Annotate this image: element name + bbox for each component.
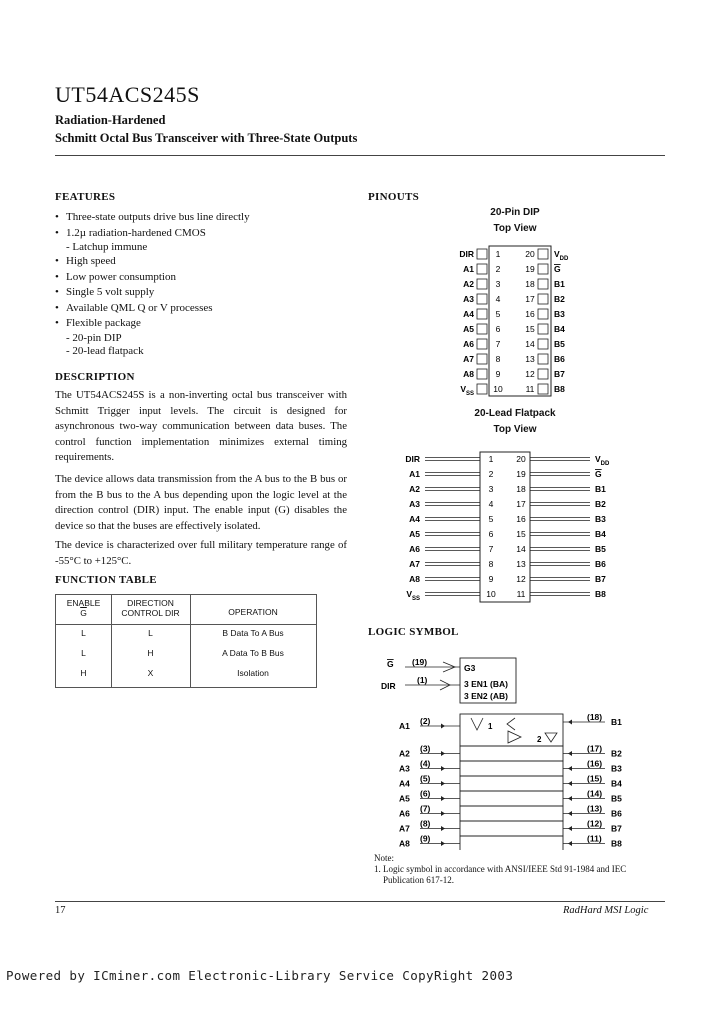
flatpack-pin-number: 9 bbox=[488, 574, 494, 584]
feature-item: • Available QML Q or V processes bbox=[55, 301, 250, 317]
channel-box bbox=[460, 761, 563, 776]
description-para-3: The device is characterized over full military temperature range of -55°C to +125°C. bbox=[55, 539, 347, 567]
flatpack-pin-number: 13 bbox=[516, 559, 526, 569]
dip-pin bbox=[477, 309, 487, 319]
a-pin-arrow bbox=[441, 841, 445, 846]
flatpack-pin-number: 3 bbox=[488, 484, 494, 494]
doc-title: UT54ACS245S bbox=[55, 82, 200, 107]
flatpack-pin-name: A6 bbox=[409, 544, 420, 554]
flatpack-pin-name: B5 bbox=[595, 544, 606, 554]
dip-pin-number: 18 bbox=[525, 279, 535, 289]
flatpack-pin-number: 14 bbox=[516, 544, 526, 554]
feature-subitem: - 20-pin DIP bbox=[66, 331, 122, 344]
dip-pin-name: B4 bbox=[554, 324, 565, 334]
flatpack-pin-name: A7 bbox=[409, 559, 420, 569]
a-pin-name: A5 bbox=[399, 793, 410, 804]
feature-subitem: - 20-lead flatpack bbox=[66, 344, 144, 357]
ft-cell: B Data To A Bus bbox=[222, 628, 284, 638]
dip-pin-number: 11 bbox=[525, 384, 535, 394]
a-pin-name: A3 bbox=[399, 763, 410, 774]
b-pin-number: (14) bbox=[587, 788, 603, 799]
dip-pin-number: 9 bbox=[495, 369, 501, 379]
a-pin-arrow bbox=[441, 751, 445, 756]
channel-box bbox=[460, 806, 563, 821]
dip-pin-name: $V_{SS}$ bbox=[460, 384, 474, 397]
a-pin-arrow bbox=[441, 796, 445, 801]
a-pin-number: (3) bbox=[420, 743, 431, 754]
dip-pin-number: 8 bbox=[495, 354, 501, 364]
description-para-1: The UT54ACS245S is a non-inverting octal bus transceiver with Schmitt Trigger input levels. The circuit is designed for asynchronous two-way communication between data buses. The control function implementation minimizes external timing requirements. bbox=[55, 389, 347, 463]
dip-title: 20-Pin DIP bbox=[490, 207, 540, 218]
dip-pin-number: 10 bbox=[493, 384, 503, 394]
dip-pin-name: A8 bbox=[463, 369, 474, 379]
flatpack-pin-number: 10 bbox=[486, 589, 496, 599]
ft-cell: H bbox=[147, 648, 154, 658]
a-pin-arrow bbox=[441, 781, 445, 786]
flatpack-pin-name: A3 bbox=[409, 499, 420, 509]
b-pin-number: (17) bbox=[587, 743, 603, 754]
function-table bbox=[55, 594, 317, 688]
b-pin-arrow bbox=[568, 720, 572, 725]
b-pin-arrow bbox=[568, 796, 572, 801]
feature-item: • Flexible package bbox=[55, 316, 250, 332]
en2-label: 3 EN2 (AB) bbox=[464, 691, 508, 701]
a-pin-number: (9) bbox=[420, 833, 431, 844]
logic-symbol-heading: LOGIC SYMBOL bbox=[368, 626, 459, 638]
flatpack-pin-number: 18 bbox=[516, 484, 526, 494]
dip-pin bbox=[477, 264, 487, 274]
logic-note-heading: Note: bbox=[374, 853, 394, 863]
g-input-label: G bbox=[387, 659, 394, 669]
dip-pin-name: B2 bbox=[554, 294, 565, 304]
a-pin-name: A6 bbox=[399, 808, 410, 819]
flatpack-diagram bbox=[395, 446, 620, 606]
dip-pin-name: B6 bbox=[554, 354, 565, 364]
b-pin-arrow bbox=[568, 781, 572, 786]
b-pin-name: B5 bbox=[611, 793, 622, 804]
ft-col-control-dir: CONTROL DIR bbox=[121, 608, 180, 618]
b-pin-name: B2 bbox=[611, 748, 622, 759]
dip-pin bbox=[477, 339, 487, 349]
dip-pin-number: 3 bbox=[495, 279, 501, 289]
flatpack-pin-name: B4 bbox=[595, 529, 606, 539]
flatpack-pin-name: A5 bbox=[409, 529, 420, 539]
dip-pin-number: 4 bbox=[495, 294, 501, 304]
b-pin-arrow bbox=[568, 751, 572, 756]
dip-pin-number: 14 bbox=[525, 339, 535, 349]
ft-cell: A Data To B Bus bbox=[222, 648, 284, 658]
dip-pin-name: A4 bbox=[463, 309, 474, 319]
flatpack-pin-name: B8 bbox=[595, 589, 606, 599]
flatpack-pin-name: A4 bbox=[409, 514, 420, 524]
b-pin-name: B4 bbox=[611, 778, 622, 789]
b-pin-number: (16) bbox=[587, 758, 603, 769]
flatpack-pin-number: 8 bbox=[488, 559, 494, 569]
flatpack-pin-number: 6 bbox=[488, 529, 494, 539]
dip-pin bbox=[477, 369, 487, 379]
dip-pin bbox=[538, 309, 548, 319]
dip-pin-number: 17 bbox=[525, 294, 535, 304]
a-pin-arrow bbox=[441, 811, 445, 816]
dip-pin-number: 7 bbox=[495, 339, 501, 349]
buffer-symbol-2 bbox=[508, 731, 521, 743]
flatpack-pin-number: 19 bbox=[516, 469, 526, 479]
ft-cell: Isolation bbox=[237, 668, 269, 678]
dip-pin-number: 6 bbox=[495, 324, 501, 334]
channel-box bbox=[460, 746, 563, 761]
dip-pin-name: A5 bbox=[463, 324, 474, 334]
feature-item: • 1.2µ radiation-hardened CMOS bbox=[55, 226, 250, 242]
g-pin-number: (19) bbox=[412, 657, 428, 667]
dip-pin-name: B7 bbox=[554, 369, 565, 379]
dip-pin bbox=[538, 324, 548, 334]
dip-pin-number: 15 bbox=[525, 324, 535, 334]
dip-pin-number: 2 bbox=[495, 264, 501, 274]
dip-pin bbox=[477, 279, 487, 289]
flatpack-pin-number: 5 bbox=[488, 514, 494, 524]
pinouts-heading: PINOUTS bbox=[368, 191, 419, 203]
a-pin-number: (8) bbox=[420, 818, 431, 829]
a-pin-number: (2) bbox=[420, 716, 431, 726]
flatpack-pin-number: 4 bbox=[488, 499, 494, 509]
dip-pin-name: B1 bbox=[554, 279, 565, 289]
schmitt-symbol bbox=[507, 718, 515, 730]
a-pin-number: (4) bbox=[420, 758, 431, 769]
flatpack-pin-name: A8 bbox=[409, 574, 420, 584]
dir-pin-number: (1) bbox=[417, 675, 428, 685]
flatpack-pin-name: B2 bbox=[595, 499, 606, 509]
ft-cell: L bbox=[148, 628, 153, 638]
features-heading: FEATURES bbox=[55, 191, 116, 203]
logic-note-line-2: Publication 617-12. bbox=[383, 875, 454, 885]
dip-pin-name: A3 bbox=[463, 294, 474, 304]
dip-pin-name: B8 bbox=[554, 384, 565, 394]
flatpack-title: 20-Lead Flatpack bbox=[474, 408, 556, 419]
dip-pin bbox=[538, 339, 548, 349]
buffer-symbol-1 bbox=[471, 718, 483, 730]
flatpack-pin-name: G bbox=[595, 469, 602, 479]
flatpack-pin-number: 2 bbox=[488, 469, 494, 479]
channel-box bbox=[460, 836, 563, 850]
dip-pin bbox=[538, 294, 548, 304]
dip-pin bbox=[477, 384, 487, 394]
dip-pin bbox=[538, 369, 548, 379]
ft-col-operation: OPERATION bbox=[228, 607, 278, 617]
feature-item: • Single 5 volt supply bbox=[55, 285, 250, 301]
flatpack-pin-name: $V_{SS}$ bbox=[406, 589, 420, 602]
dip-pin bbox=[477, 249, 487, 259]
en1-label: 3 EN1 (BA) bbox=[464, 679, 508, 689]
dip-pin-name: B5 bbox=[554, 339, 565, 349]
dip-pin-number: 19 bbox=[525, 264, 535, 274]
function-table-heading: FUNCTION TABLE bbox=[55, 574, 157, 586]
dip-pin-name: A6 bbox=[463, 339, 474, 349]
dip-pin-number: 16 bbox=[525, 309, 535, 319]
powered-by: Powered by ICminer.com Electronic-Library Service CopyRight 2003 bbox=[6, 968, 514, 983]
mark-2: 2 bbox=[537, 735, 542, 744]
b-pin-arrow bbox=[568, 841, 572, 846]
b-pin-name: B7 bbox=[611, 823, 622, 834]
buffer-symbol-3 bbox=[545, 733, 557, 742]
dip-pin bbox=[538, 279, 548, 289]
flatpack-pin-number: 16 bbox=[516, 514, 526, 524]
ft-cell: L bbox=[81, 628, 86, 638]
a-pin-number: (7) bbox=[420, 803, 431, 814]
b-pin-name: B3 bbox=[611, 763, 622, 774]
b-pin-number: (11) bbox=[587, 833, 602, 844]
g3-label: G3 bbox=[464, 663, 476, 673]
b-pin-number: (13) bbox=[587, 803, 603, 814]
flatpack-pin-name: B1 bbox=[595, 484, 606, 494]
description-para-2: The device allows data transmission from the A bus to the B bus or from the B bus to the A bus depending upon the logic level at the direction control (DIR) input. The enable input (G) disables the device so that the buses are effectively isolated. bbox=[55, 473, 347, 532]
top-rule bbox=[55, 155, 665, 156]
a-pin-arrow bbox=[441, 724, 445, 729]
doc-subtitle-1: Radiation-Hardened bbox=[55, 113, 166, 127]
a-pin-arrow bbox=[441, 766, 445, 771]
dip-pin-name: DIR bbox=[459, 249, 474, 259]
logic-symbol-diagram bbox=[365, 650, 635, 850]
b-pin-name: B6 bbox=[611, 808, 622, 819]
dir-input-label: DIR bbox=[381, 681, 396, 691]
dip-pin bbox=[538, 354, 548, 364]
b-pin-number: (15) bbox=[587, 773, 603, 784]
flatpack-pin-name: B6 bbox=[595, 559, 606, 569]
flatpack-pin-name: A2 bbox=[409, 484, 420, 494]
feature-item: • Low power consumption bbox=[55, 270, 250, 286]
feature-item: • Three-state outputs drive bus line directly bbox=[55, 210, 250, 226]
dip-pin bbox=[538, 384, 548, 394]
features-list bbox=[55, 210, 250, 358]
channel-box bbox=[460, 821, 563, 836]
dip-pin-number: 13 bbox=[525, 354, 535, 364]
ft-cell: L bbox=[81, 648, 86, 658]
dip-pin-name: A1 bbox=[463, 264, 474, 274]
dip-pin-number: 12 bbox=[525, 369, 535, 379]
dip-diagram bbox=[440, 240, 600, 400]
dip-pin-name: A7 bbox=[463, 354, 474, 364]
dip-pin bbox=[477, 354, 487, 364]
channel-box bbox=[460, 776, 563, 791]
a-pin-name: A8 bbox=[399, 838, 410, 849]
flatpack-pin-name: DIR bbox=[405, 454, 420, 464]
a-pin-number: (6) bbox=[420, 788, 431, 799]
dip-pin-name: G bbox=[554, 264, 561, 274]
flatpack-pin-number: 17 bbox=[516, 499, 526, 509]
bottom-rule bbox=[55, 901, 665, 902]
b-pin-arrow bbox=[568, 811, 572, 816]
ft-col-enable-g: $\overline{G}$ bbox=[80, 608, 87, 618]
channel-box bbox=[460, 791, 563, 806]
dip-pin bbox=[538, 264, 548, 274]
flatpack-pin-number: 11 bbox=[516, 589, 526, 599]
b-pin-arrow bbox=[568, 826, 572, 831]
ft-cell: H bbox=[80, 668, 87, 678]
dip-pin bbox=[477, 294, 487, 304]
mark-1: 1 bbox=[488, 722, 493, 731]
dip-subtitle: Top View bbox=[493, 223, 537, 234]
logic-note-line-1: 1. Logic symbol in accordance with ANSI/IEEE Std 91-1984 and IEC bbox=[374, 864, 627, 874]
page-number: 17 bbox=[55, 905, 66, 916]
flatpack-pin-number: 15 bbox=[516, 529, 526, 539]
b-pin-number: (18) bbox=[587, 712, 603, 722]
a-pin-name: A7 bbox=[399, 823, 410, 834]
footer-brand: RadHard MSI Logic bbox=[563, 905, 649, 916]
flatpack-pin-name: B7 bbox=[595, 574, 606, 584]
a-pin-number: (5) bbox=[420, 773, 431, 784]
dip-pin-number: 20 bbox=[525, 249, 535, 259]
flatpack-pin-number: 1 bbox=[488, 454, 494, 464]
flatpack-pin-name: A1 bbox=[409, 469, 420, 479]
flatpack-pin-name: B3 bbox=[595, 514, 606, 524]
flatpack-pin-number: 12 bbox=[516, 574, 526, 584]
b-pin-arrow bbox=[568, 766, 572, 771]
dip-pin-name: A2 bbox=[463, 279, 474, 289]
a-pin-name: A4 bbox=[399, 778, 410, 789]
b-pin-name: B1 bbox=[611, 717, 622, 727]
description-heading: DESCRIPTION bbox=[55, 371, 135, 383]
doc-subtitle-2: Schmitt Octal Bus Transceiver with Three-State Outputs bbox=[55, 131, 358, 145]
b-pin-name: B8 bbox=[611, 838, 622, 849]
a-pin-name: A2 bbox=[399, 748, 410, 759]
feature-subitem: - Latchup immune bbox=[66, 241, 148, 253]
dip-pin bbox=[538, 249, 548, 259]
ft-cell: X bbox=[147, 668, 154, 678]
ft-col-direction: DIRECTION bbox=[127, 598, 174, 608]
flatpack-pin-name: $V_{DD}$ bbox=[595, 454, 610, 467]
a-pin-name: A1 bbox=[399, 721, 410, 731]
dip-pin-name: B3 bbox=[554, 309, 565, 319]
a-pin-arrow bbox=[441, 826, 445, 831]
ft-col-enable: ENABLE bbox=[66, 598, 101, 608]
dip-pin-number: 5 bbox=[495, 309, 501, 319]
dip-pin-number: 1 bbox=[495, 249, 501, 259]
flatpack-pin-number: 20 bbox=[516, 454, 526, 464]
feature-item: • High speed bbox=[55, 254, 250, 270]
b-pin-number: (12) bbox=[587, 818, 603, 829]
dip-pin bbox=[477, 324, 487, 334]
flatpack-subtitle: Top View bbox=[493, 424, 537, 435]
flatpack-pin-number: 7 bbox=[488, 544, 494, 554]
dip-pin-name: $V_{DD}$ bbox=[554, 249, 569, 262]
